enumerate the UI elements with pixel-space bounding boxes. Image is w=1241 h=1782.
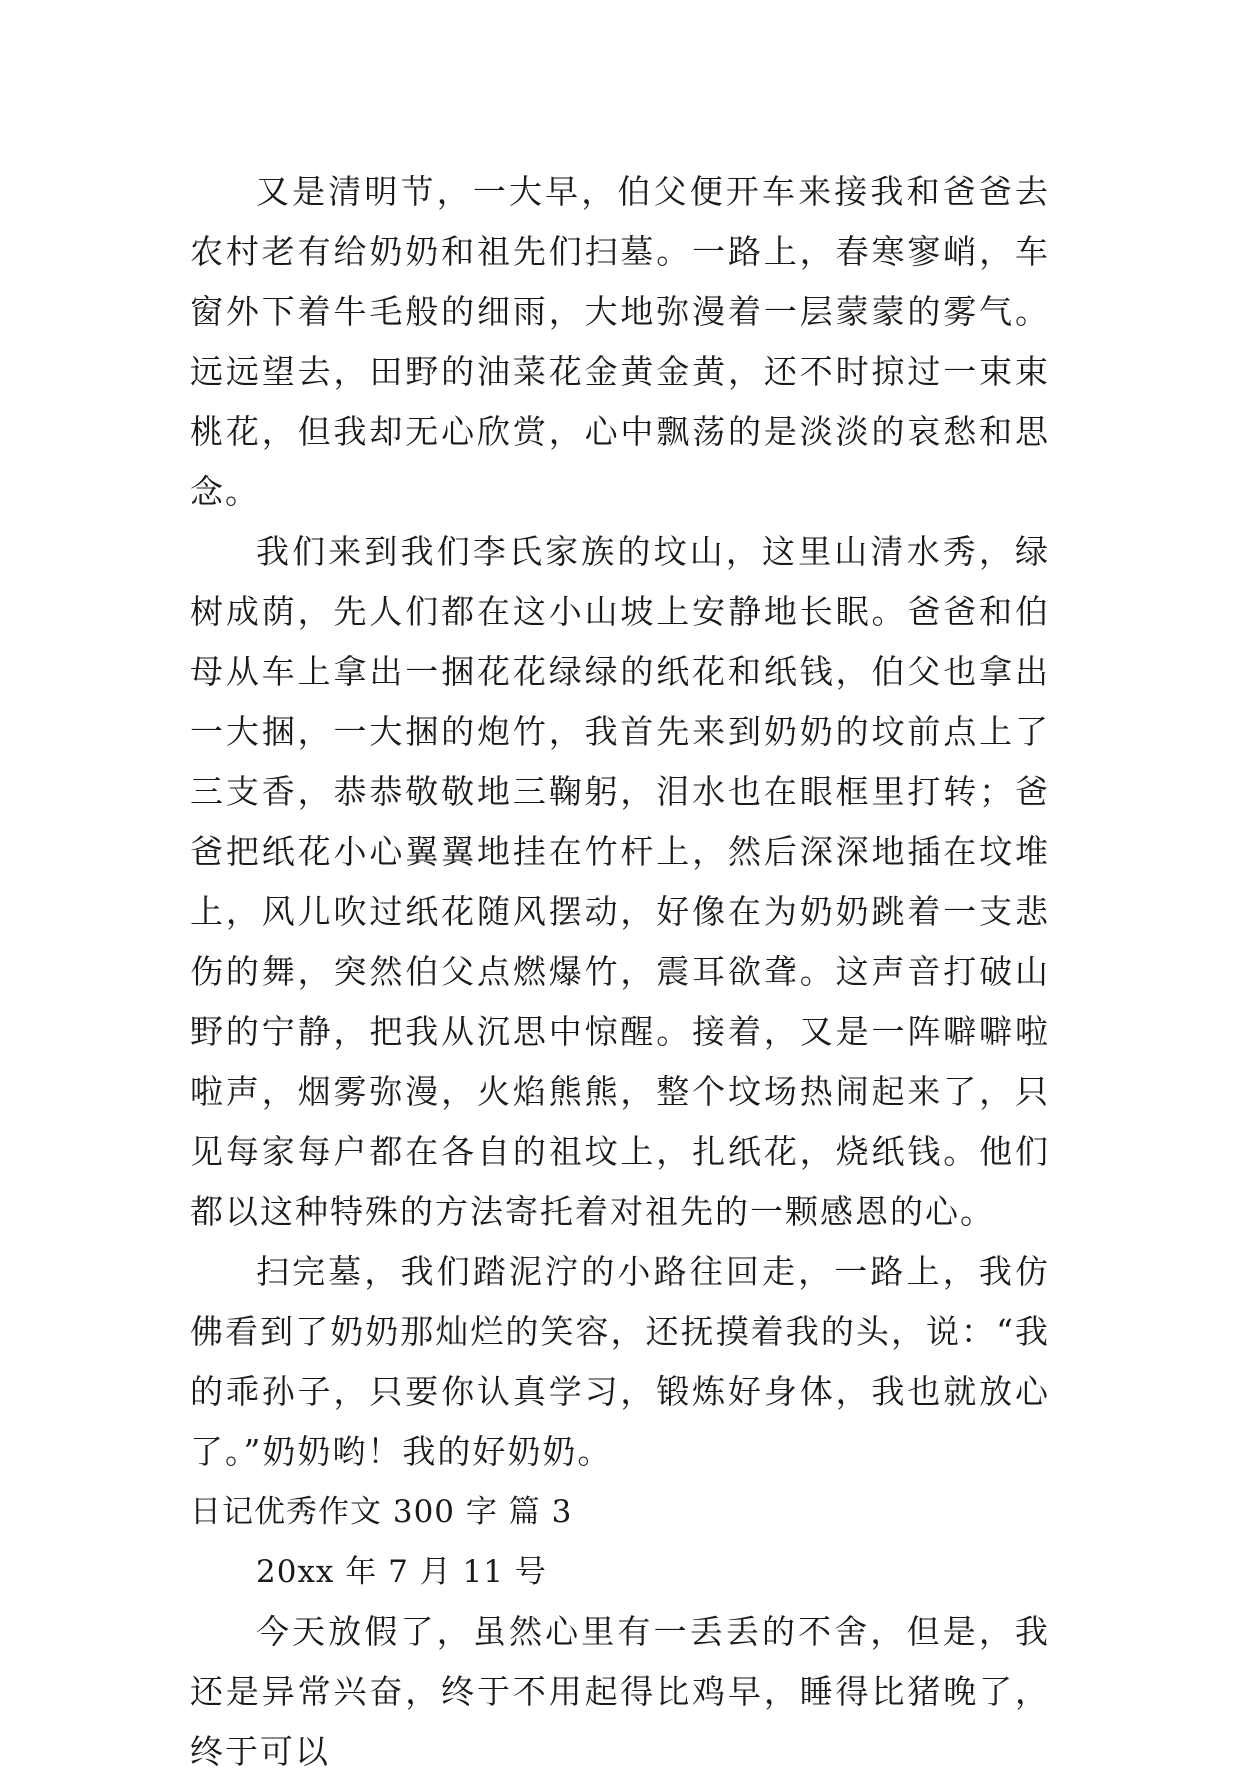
paragraph-holiday: 今天放假了，虽然心里有一丢丢的不舍，但是，我还是异常兴奋，终于不用起得比鸡早，睡得比猪晚了，终于可以 bbox=[190, 1612, 1050, 1771]
paragraph-grave-visit: 我们来到我们李氏家族的坟山，这里山清水秀，绿树成荫，先人们都在这小山坡上安静地长眠。爸爸和伯母从车上拿出一捆花花绿绿的纸花和纸钱，伯父也拿出一大捆，一大捆的炮竹，我首先来到奶奶的坟前点上了三支香，恭恭敬敬地三鞠躬，泪水也在眼框里打转；爸爸把纸花小心翼翼地挂在竹杆上，然后深深地插在坟堆上，风儿吹过纸花随风摆动，好像在为奶奶跳着一支悲伤的舞，突然伯父点燃爆竹，震耳欲聋。这声音打破山野的宁静，把我从沉思中惊醒。接着，又是一阵噼噼啦啦声，烟雾弥漫，火焰熊熊，整个坟场热闹起来了，只见每家每户都在各自的祖坟上，扎纸花，烧纸钱。他们都以这种特殊的方法寄托着对祖先的一颗感恩的心。 bbox=[190, 532, 1050, 1231]
paragraph-qingming: 又是清明节，一大早，伯父便开车来接我和爸爸去农村老有给奶奶和祖先们扫墓。一路上，春寒寥峭，车窗外下着牛毛般的细雨，大地弥漫着一层蒙蒙的雾气。远远望去，田野的油菜花金黄金黄，还不时掠过一束束桃花，但我却无心欣赏，心中飘荡的是淡淡的哀愁和思念。 bbox=[190, 172, 1050, 511]
document-body bbox=[190, 162, 1050, 1782]
paragraph-return: 扫完墓，我们踏泥泞的小路往回走，一路上，我仿佛看到了奶奶那灿烂的笑容，还抚摸着我的头，说：“我的乖孙子，只要你认真学习，锻炼好身体，我也就放心了。”奶奶哟！我的好奶奶。 bbox=[190, 1252, 1050, 1471]
section-heading: 日记优秀作文 300 字 篇 3 bbox=[190, 1494, 573, 1530]
date-line: 20xx 年 7 月 11 号 bbox=[256, 1554, 547, 1590]
